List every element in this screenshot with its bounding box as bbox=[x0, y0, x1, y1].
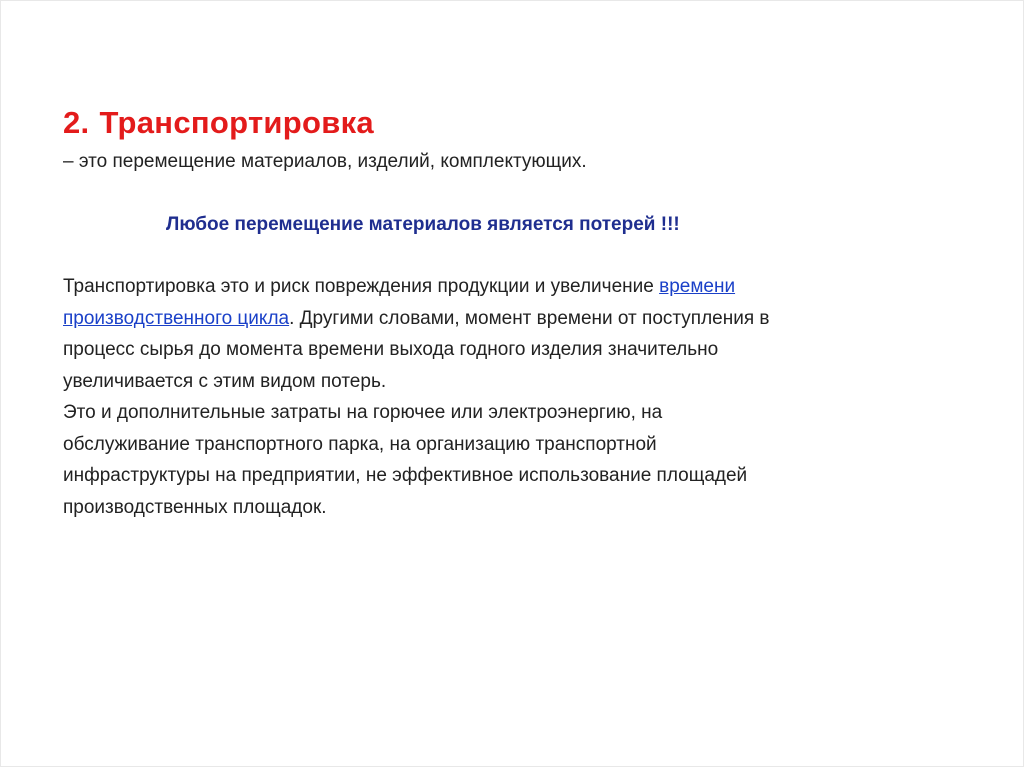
paragraph1-line2 bbox=[63, 303, 963, 335]
emphasis-statement: Любое перемещение материалов является потерей !!! bbox=[166, 214, 680, 235]
paragraph1-line2-text: . Другими словами, момент времени от поступления в bbox=[289, 307, 770, 329]
body-text bbox=[63, 271, 963, 523]
paragraph1-line1-text: Транспортировка это и риск повреждения продукции и увеличение bbox=[63, 276, 660, 297]
paragraph2-line3: инфраструктуры на предприятии, не эффективное использование площадей bbox=[63, 465, 748, 486]
heading-title: Транспортировка bbox=[99, 105, 374, 140]
paragraph1-line3: процесс сырья до момента времени выхода годного изделия значительно bbox=[63, 339, 719, 360]
paragraph2-line1: Это и дополнительные затраты на горючее или электроэнергию, на bbox=[63, 402, 663, 423]
paragraph2-line4: производственных площадок. bbox=[63, 496, 327, 518]
production-cycle-time-link-part2[interactable]: производственного цикла bbox=[63, 307, 290, 329]
paragraph2-line2: обслуживание транспортного парка, на организацию транспортной bbox=[63, 433, 657, 455]
paragraph1-line1 bbox=[63, 271, 963, 303]
paragraph1-line4: увеличивается с этим видом потерь. bbox=[63, 370, 387, 392]
production-cycle-time-link-part1[interactable]: времени bbox=[659, 276, 736, 297]
slide-heading bbox=[63, 105, 374, 141]
definition-text: – это перемещение материалов, изделий, комплектующих. bbox=[63, 151, 587, 172]
heading-number: 2. bbox=[63, 105, 90, 140]
